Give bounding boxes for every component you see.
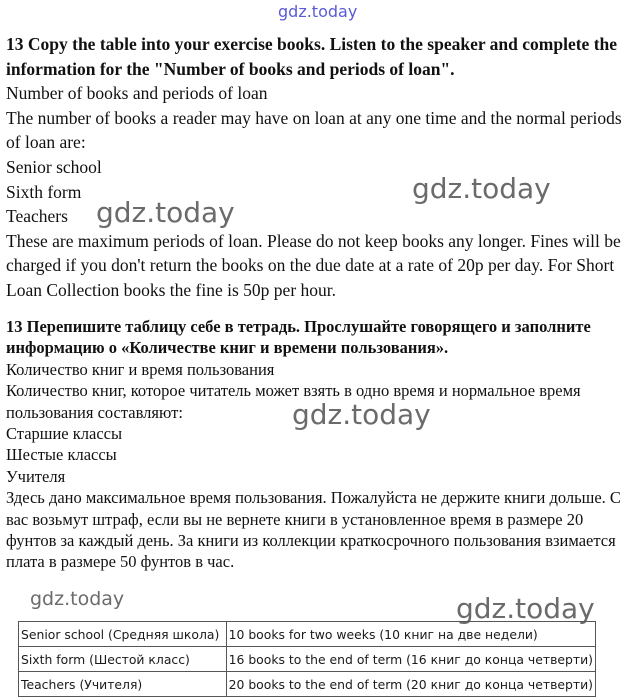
watermark: gdz.today [456,592,595,625]
list-item: Sixth form [6,181,82,202]
table-cell: Senior school (Средняя школа) [19,622,227,647]
exercise-heading-ru: 13 Перепишите таблицу себе в тетрадь. Прослушайте говорящего и заполните информацию о «Количестве книг и времени пользования». [6,317,591,358]
watermark: gdz.today [292,398,431,431]
subtitle-en: Number of books and periods of loan [6,83,268,104]
list-item: Старшие классы [6,424,123,444]
watermark: gdz.today [412,172,551,205]
table-cell: Teachers (Учителя) [19,672,227,697]
russian-section [6,316,632,573]
list-item: Senior school [6,156,102,177]
english-section [6,32,632,303]
table-cell: Sixth form (Шестой класс) [19,647,227,672]
loan-table [18,621,596,697]
watermark: gdz.today [30,588,125,610]
intro-en: The number of books a reader may have on loan at any one time and the normal periods of loan are: [6,107,622,153]
table-row [19,622,596,647]
subtitle-ru: Количество книг и время пользования [6,359,275,379]
table-row [19,672,596,697]
intro-ru: Количество книг, которое читатель может взять в одно время и нормальное время пользования составляют: [6,381,581,422]
exercise-heading-en: 13 Copy the table into your exercise books. Listen to the speaker and complete the information for the "Number of books and periods of loan". [6,34,618,79]
list-item: Учителя [6,466,66,486]
table-cell: 16 books to the end of term (16 книг до конца четверти) [226,647,595,672]
watermark: gdz.today [96,196,235,229]
note-ru: Здесь дано максимальное время пользования. Пожалуйста не держите книги дольше. С вас возьмут штраф, если вы не вернете книги в установленное время в размере 20 фунтов за каждый день. За книги из коллекции краткосрочного пользования взимается плата в размере 50 фунтов в час. [6,488,621,572]
list-item: Шестые классы [6,445,117,465]
table-cell: 10 books for two weeks (10 книг на две недели) [226,622,595,647]
table-row [19,647,596,672]
table-cell: 20 books to the end of term (20 книг до конца четверти) [226,672,595,697]
watermark-top: gdz.today [278,2,358,21]
list-item: Teachers [6,206,68,227]
note-en: These are maximum periods of loan. Please do not keep books any longer. Fines will be charged if you don't return the books on the due date at a rate of 20p per day. For Short Loan Collection books the fine is 50p per hour. [6,230,621,300]
